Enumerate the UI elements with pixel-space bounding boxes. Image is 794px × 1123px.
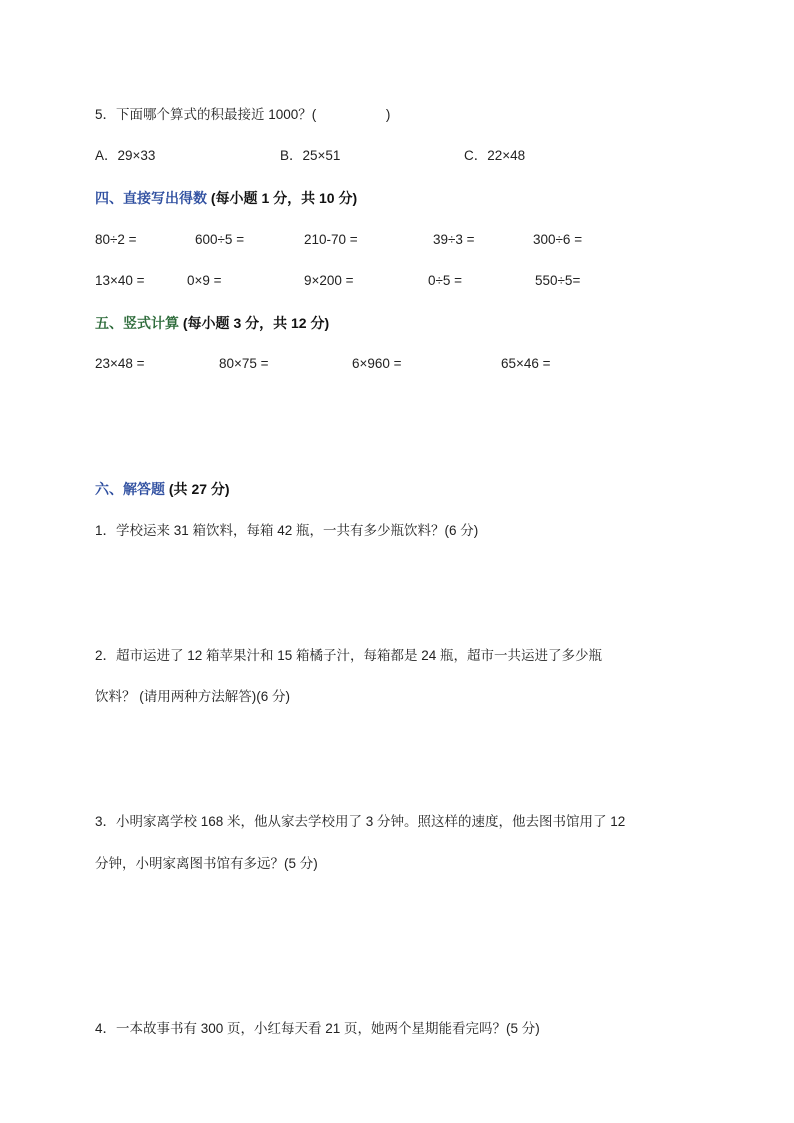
vertical-calc-item: 80×75 = bbox=[219, 356, 269, 371]
word-problem-1: 1．学校运来 31 箱饮料，每箱 42 瓶，一共有多少瓶饮料？(6 分) bbox=[95, 523, 479, 538]
mental-math-item: 39÷3 = bbox=[433, 232, 475, 247]
section-4-title: 四、直接写出得数 bbox=[95, 190, 207, 206]
question-5-close: ) bbox=[385, 107, 391, 122]
section-6-title: 六、解答题 bbox=[95, 481, 165, 497]
word-problem-3-line-2: 分钟，小明家离图书馆有多远？(5 分) bbox=[95, 856, 318, 871]
mental-math-item: 0÷5 = bbox=[428, 273, 463, 288]
option-a: A．29×33 bbox=[95, 148, 156, 163]
option-c: C．22×48 bbox=[464, 148, 526, 163]
question-5 bbox=[95, 106, 390, 124]
question-5-text: 5．下面哪个算式的积最接近 1000？( bbox=[95, 107, 317, 122]
mental-math-item: 550÷5= bbox=[535, 273, 581, 288]
section-5-note: (每小题 3 分，共 12 分) bbox=[182, 315, 330, 331]
mental-math-item: 13×40 = bbox=[95, 273, 145, 288]
section-6-note: (共 27 分) bbox=[168, 481, 230, 497]
mental-math-item: 80÷2 = bbox=[95, 232, 137, 247]
vertical-calc-item: 23×48 = bbox=[95, 356, 145, 371]
section-5-heading bbox=[95, 314, 329, 332]
vertical-calc-item: 65×46 = bbox=[501, 356, 551, 371]
mental-math-item: 210-70 = bbox=[304, 232, 358, 247]
word-problem-2-line-2: 饮料？ (请用两种方法解答)(6 分) bbox=[95, 689, 290, 704]
mental-math-item: 9×200 = bbox=[304, 273, 354, 288]
section-4-note: (每小题 1 分，共 10 分) bbox=[210, 190, 358, 206]
mental-math-item: 600÷5 = bbox=[195, 232, 245, 247]
section-6-heading bbox=[95, 480, 230, 498]
option-b: B．25×51 bbox=[280, 148, 341, 163]
section-4-heading bbox=[95, 189, 357, 207]
word-problem-4: 4．一本故事书有 300 页，小红每天看 21 页，她两个星期能看完吗？(5 分) bbox=[95, 1021, 540, 1036]
word-problem-2-line-1: 2．超市运进了 12 箱苹果汁和 15 箱橘子汁，每箱都是 24 瓶，超市一共运进了多少瓶 bbox=[95, 648, 603, 663]
mental-math-item: 0×9 = bbox=[187, 273, 222, 288]
mental-math-item: 300÷6 = bbox=[533, 232, 583, 247]
section-5-title: 五、竖式计算 bbox=[95, 315, 179, 331]
word-problem-3-line-1: 3．小明家离学校 168 米，他从家去学校用了 3 分钟。照这样的速度，他去图书馆用了 12 bbox=[95, 814, 626, 829]
vertical-calc-item: 6×960 = bbox=[352, 356, 402, 371]
